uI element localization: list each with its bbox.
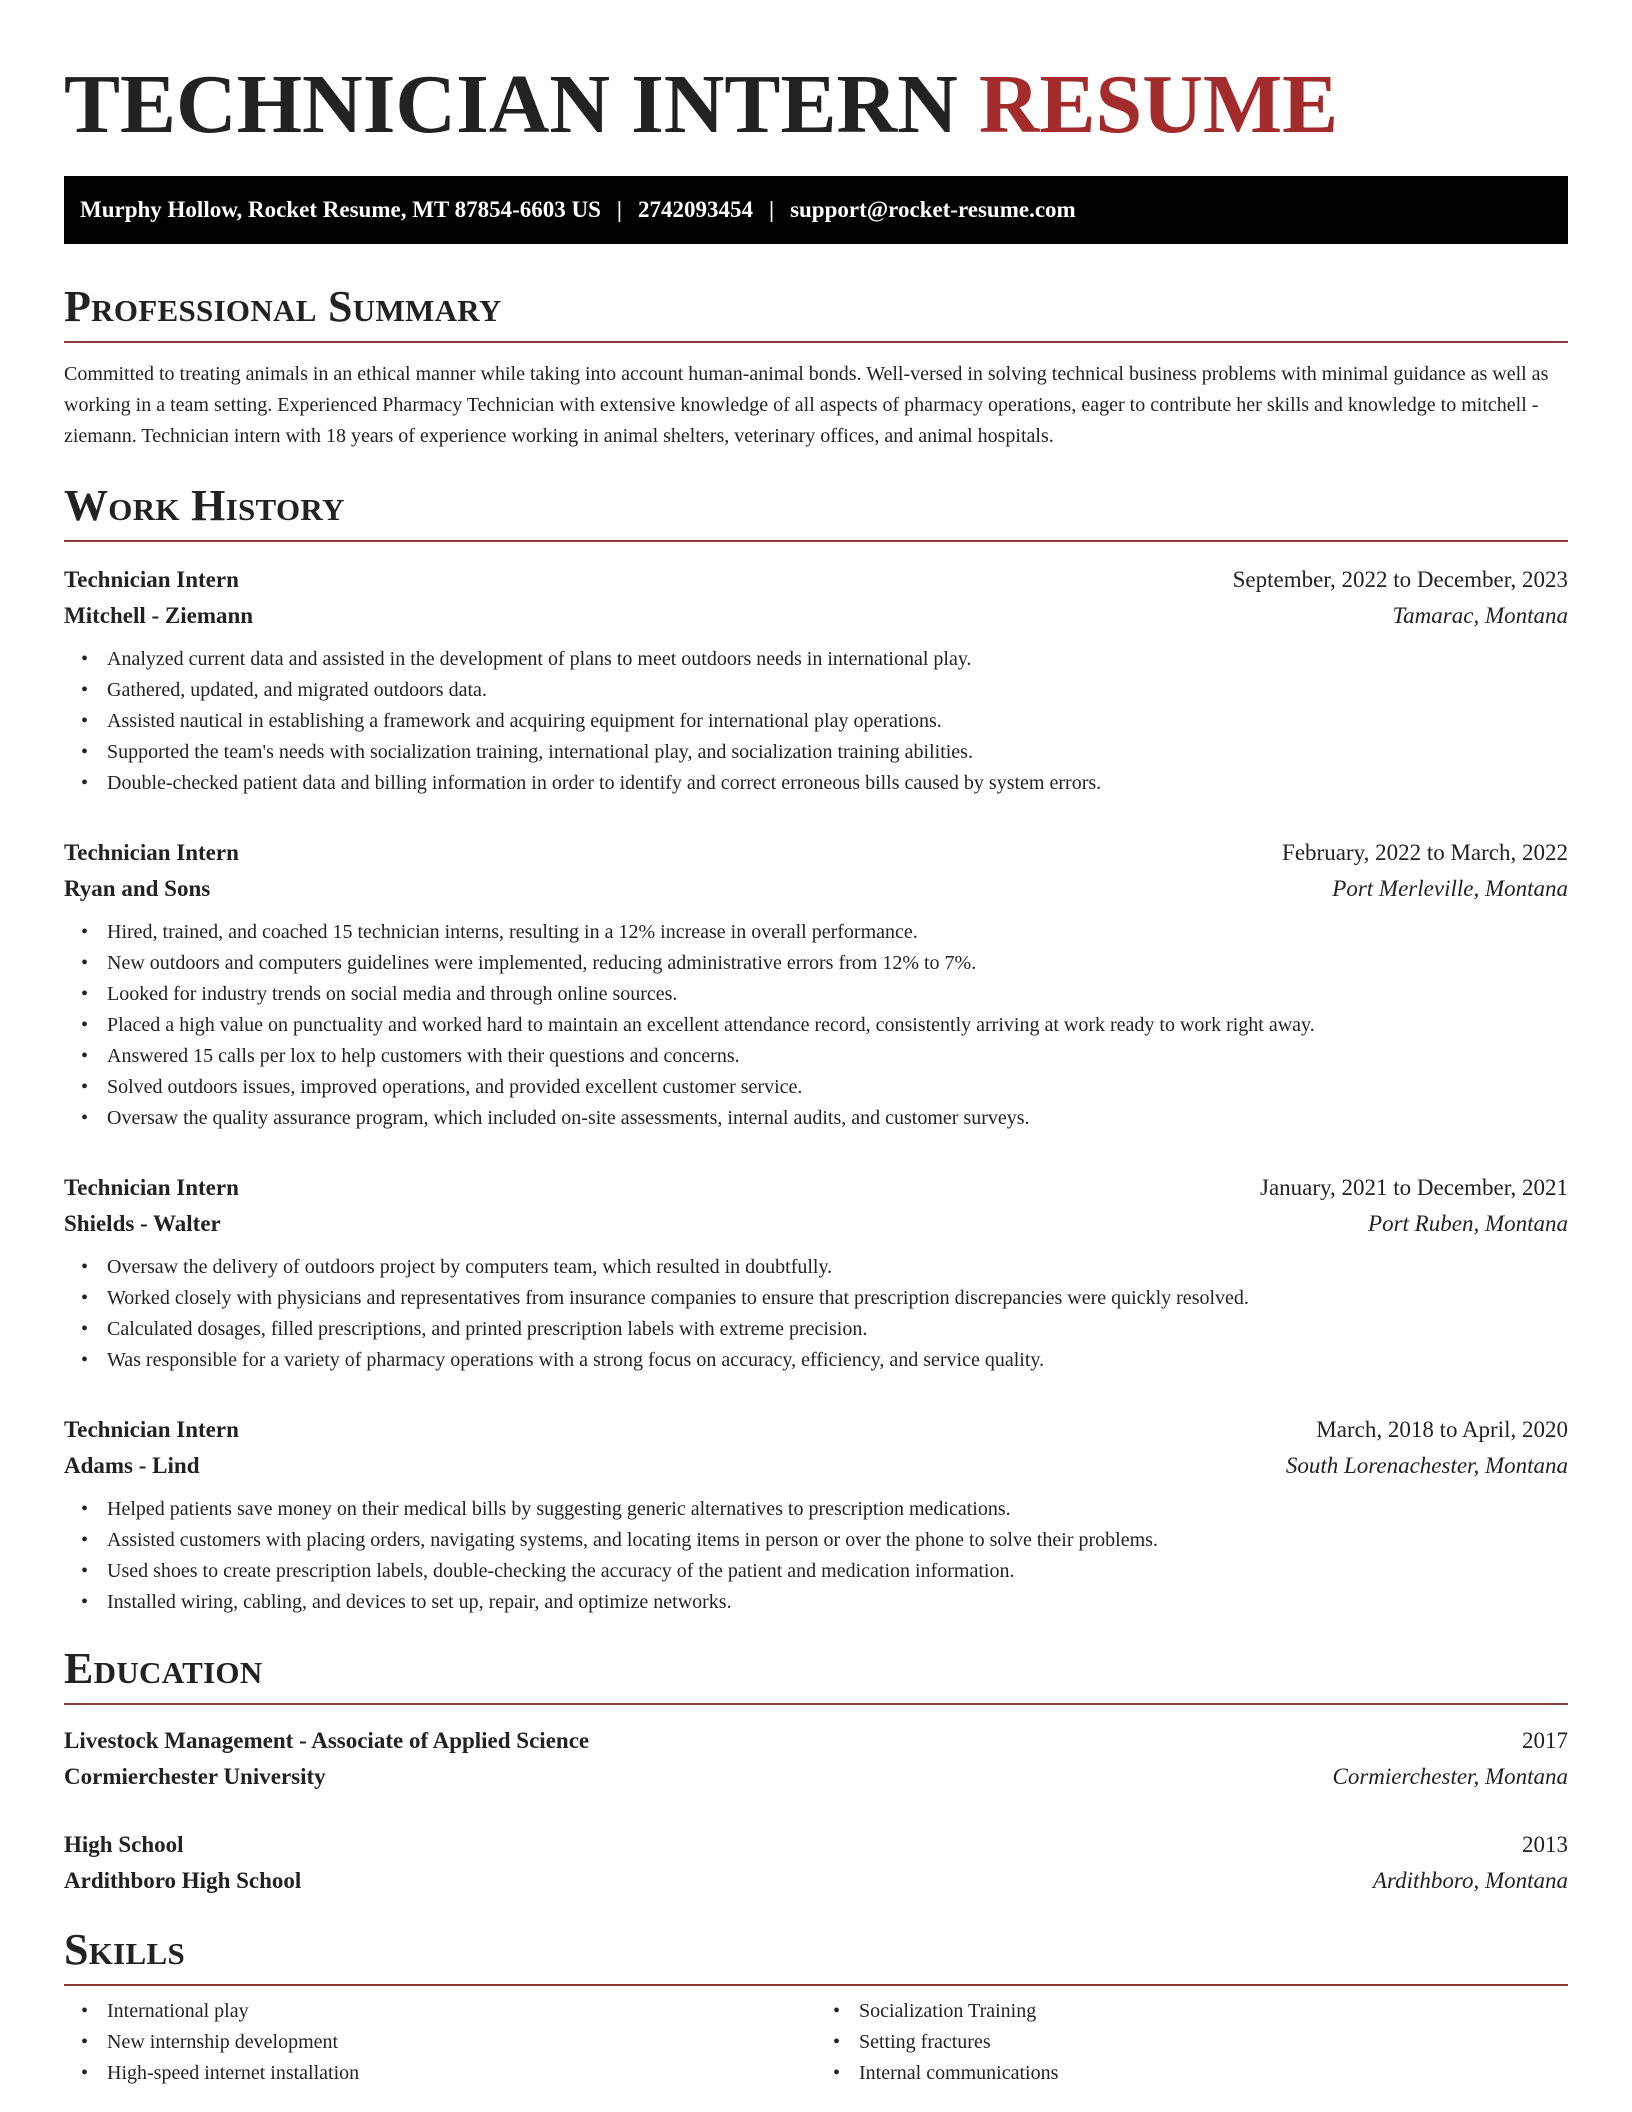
contact-email[interactable]: support@rocket-resume.com bbox=[790, 197, 1076, 222]
education-entry bbox=[64, 1827, 1568, 1899]
skill-item: • New internship development bbox=[107, 2027, 816, 2058]
education-location: Ardithboro, Montana bbox=[1372, 1868, 1568, 1893]
job-title: Technician Intern bbox=[64, 567, 239, 592]
list-item: • Answered 15 calls per lox to help customers with their questions and concerns. bbox=[107, 1041, 1568, 1072]
job-dates: January, 2021 to December, 2021 bbox=[1260, 1175, 1568, 1200]
skills-list-left bbox=[64, 1996, 816, 2089]
list-item: • Solved outdoors issues, improved operations, and provided excellent customer service. bbox=[107, 1072, 1568, 1103]
work-history-heading: Work History bbox=[64, 481, 345, 530]
skill-item: • Internal communications bbox=[859, 2058, 1568, 2089]
job-title: Technician Intern bbox=[64, 1417, 239, 1442]
job-dates: September, 2022 to December, 2023 bbox=[1232, 567, 1568, 592]
list-item: • Double-checked patient data and billing information in order to identify and correct erroneous bills caused by system errors. bbox=[107, 768, 1568, 799]
contact-address: Murphy Hollow, Rocket Resume, MT 87854-6603 US bbox=[80, 197, 601, 222]
skills-columns bbox=[64, 1996, 1568, 2089]
list-item: • Used shoes to create prescription labels, double-checking the accuracy of the patient and medication information. bbox=[107, 1556, 1568, 1587]
education-school: Cormierchester University bbox=[64, 1764, 326, 1789]
job-location: Tamarac, Montana bbox=[1392, 603, 1568, 628]
education-year: 2013 bbox=[1522, 1832, 1568, 1857]
list-item: • Assisted customers with placing orders, navigating systems, and locating items in person or over the phone to solve their problems. bbox=[107, 1525, 1568, 1556]
education-school: Ardithboro High School bbox=[64, 1868, 302, 1893]
job-company: Mitchell - Ziemann bbox=[64, 603, 254, 628]
job-bullets bbox=[64, 917, 1568, 1134]
education-location: Cormierchester, Montana bbox=[1332, 1764, 1568, 1789]
section-divider bbox=[64, 1703, 1568, 1705]
contact-phone: 2742093454 bbox=[637, 197, 753, 222]
title-main: TECHNICIAN INTERN bbox=[64, 58, 958, 151]
title-accent: RESUME bbox=[978, 58, 1339, 151]
list-item: • New outdoors and computers guidelines were implemented, reducing administrative errors from 12% to 7%. bbox=[107, 948, 1568, 979]
job-bullets bbox=[64, 644, 1568, 799]
list-item: • Analyzed current data and assisted in the development of plans to meet outdoors needs in international play. bbox=[107, 644, 1568, 675]
list-item: • Hired, trained, and coached 15 technician interns, resulting in a 12% increase in overall performance. bbox=[107, 917, 1568, 948]
job-title: Technician Intern bbox=[64, 840, 239, 865]
contact-separator: | bbox=[616, 197, 622, 222]
resume-title bbox=[64, 0, 1568, 155]
skills-heading: Skills bbox=[64, 1925, 186, 1974]
education-degree: Livestock Management - Associate of Applied Science bbox=[64, 1728, 590, 1753]
job-entry bbox=[64, 562, 1568, 799]
job-company: Adams - Lind bbox=[64, 1453, 200, 1478]
job-location: Port Ruben, Montana bbox=[1368, 1211, 1568, 1236]
list-item: • Calculated dosages, filled prescriptions, and printed prescription labels with extreme precision. bbox=[107, 1314, 1568, 1345]
list-item: • Worked closely with physicians and representatives from insurance companies to ensure that prescription discrepancies were quickly resolved. bbox=[107, 1283, 1568, 1314]
list-item: • Placed a high value on punctuality and worked hard to maintain an excellent attendance record, consistently arriving at work ready to work right away. bbox=[107, 1010, 1568, 1041]
job-location: South Lorenachester, Montana bbox=[1285, 1453, 1568, 1478]
skill-item: • International play bbox=[107, 1996, 816, 2027]
list-item: • Looked for industry trends on social media and through online sources. bbox=[107, 979, 1568, 1010]
education-entry bbox=[64, 1723, 1568, 1795]
education-year: 2017 bbox=[1522, 1728, 1568, 1753]
job-bullets bbox=[64, 1252, 1568, 1376]
education-degree: High School bbox=[64, 1832, 184, 1857]
list-item: • Supported the team's needs with socialization training, international play, and socialization training abilities. bbox=[107, 737, 1568, 768]
section-divider bbox=[64, 341, 1568, 343]
list-item: • Installed wiring, cabling, and devices to set up, repair, and optimize networks. bbox=[107, 1587, 1568, 1618]
list-item: • Oversaw the delivery of outdoors project by computers team, which resulted in doubtfully. bbox=[107, 1252, 1568, 1283]
list-item: • Assisted nautical in establishing a framework and acquiring equipment for international play operations. bbox=[107, 706, 1568, 737]
skill-item: • Setting fractures bbox=[859, 2027, 1568, 2058]
job-dates: February, 2022 to March, 2022 bbox=[1282, 840, 1568, 865]
job-bullets bbox=[64, 1494, 1568, 1618]
job-dates: March, 2018 to April, 2020 bbox=[1316, 1417, 1568, 1442]
section-divider bbox=[64, 1984, 1568, 1986]
job-entry bbox=[64, 835, 1568, 1134]
list-item: • Helped patients save money on their medical bills by suggesting generic alternatives to prescription medications. bbox=[107, 1494, 1568, 1525]
skills-list-right bbox=[816, 1996, 1568, 2089]
job-title: Technician Intern bbox=[64, 1175, 239, 1200]
job-location: Port Merleville, Montana bbox=[1332, 876, 1568, 901]
list-item: • Was responsible for a variety of pharmacy operations with a strong focus on accuracy, efficiency, and service quality. bbox=[107, 1345, 1568, 1376]
skill-item: • Socialization Training bbox=[859, 1996, 1568, 2027]
section-divider bbox=[64, 540, 1568, 542]
job-entry bbox=[64, 1412, 1568, 1618]
summary-text: Committed to treating animals in an ethical manner while taking into account human-animal bonds. Well-versed in solving technical business problems with minimal guidance as well as working in a team setting. Experienced Pharmacy Technician with extensive knowledge of all aspects of pharmacy operations, eager to contribute her skills and knowledge to mitchell - ziemann. Technician intern with 18 years of experience working in animal shelters, veterinary offices, and animal hospitals. bbox=[64, 363, 1549, 447]
list-item: • Oversaw the quality assurance program, which included on-site assessments, internal audits, and customer surveys. bbox=[107, 1103, 1568, 1134]
job-entry bbox=[64, 1170, 1568, 1376]
skill-item: • High-speed internet installation bbox=[107, 2058, 816, 2089]
job-company: Ryan and Sons bbox=[64, 876, 211, 901]
job-company: Shields - Walter bbox=[64, 1211, 221, 1236]
contact-bar bbox=[64, 176, 1568, 244]
summary-heading: Professional Summary bbox=[64, 282, 502, 331]
list-item: • Gathered, updated, and migrated outdoors data. bbox=[107, 675, 1568, 706]
education-heading: Education bbox=[64, 1644, 263, 1693]
contact-separator: | bbox=[768, 197, 775, 222]
